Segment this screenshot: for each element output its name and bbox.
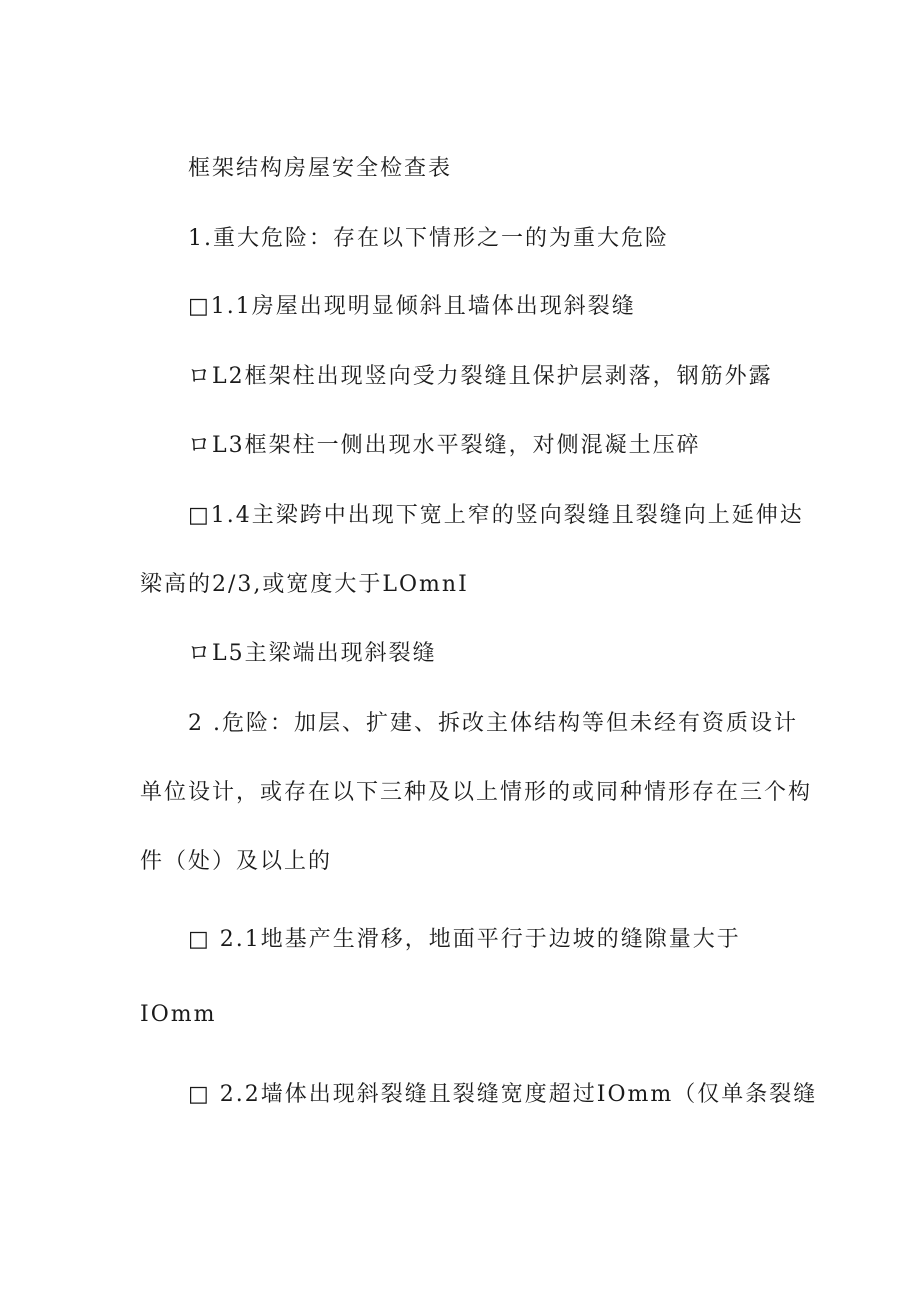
checklist-item-1-3: ロL3框架柱一侧出现水平裂缝，对侧混凝土压碎: [188, 433, 701, 458]
checklist-item-1-4-continued: 梁高的2/3,或宽度大于LOmnI: [140, 572, 469, 597]
checklist-item-2-2: □ 2.2墙体出现斜裂缝且裂缝宽度超过IOmm（仅单条裂缝: [188, 1082, 818, 1107]
document-title: 框架结构房屋安全检查表: [188, 156, 453, 181]
section2-heading: 2 .危险：加层、扩建、拆改主体结构等但未经有资质设计: [188, 711, 798, 736]
checklist-item-2-1: □ 2.1地基产生滑移，地面平行于边坡的缝隙量大于: [188, 927, 741, 952]
checklist-item-1-2: ロL2框架柱出现竖向受力裂缝且保护层剥落，钢筋外露: [188, 364, 773, 389]
section2-heading-line3: 件（处）及以上的: [140, 849, 333, 874]
section1-heading: 1.重大危险：存在以下情形之一的为重大危险: [188, 226, 669, 251]
checklist-item-1-5: ロL5主梁端出现斜裂缝: [188, 641, 437, 666]
checklist-item-1-4: □1.4主梁跨中出现下宽上窄的竖向裂缝且裂缝向上延伸达: [188, 503, 804, 528]
checklist-item-2-1-continued: IOmm: [140, 1002, 217, 1027]
checklist-item-1-1: □1.1房屋出现明显倾斜且墙体出现斜裂缝: [188, 294, 636, 319]
section2-heading-line2: 单位设计，或存在以下三种及以上情形的或同种情形存在三个构: [140, 780, 813, 805]
